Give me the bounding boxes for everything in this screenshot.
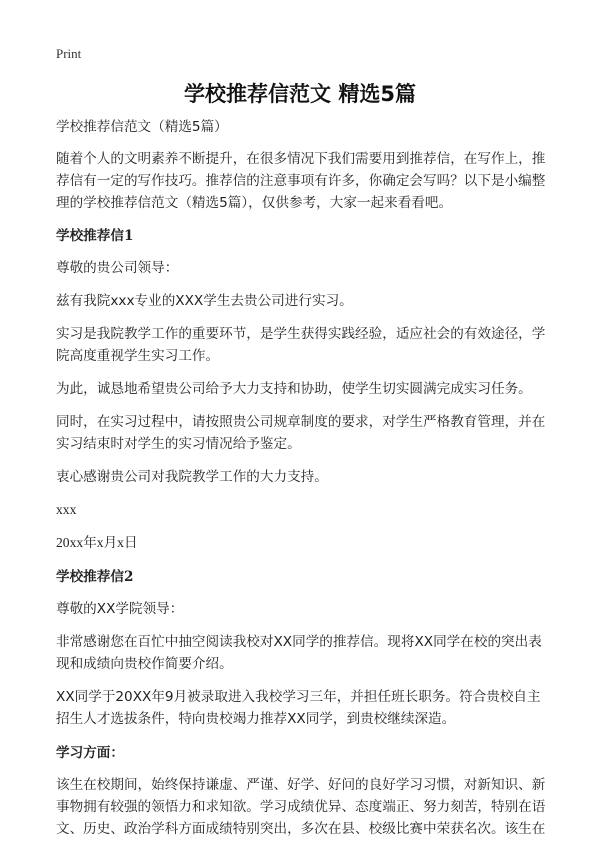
page-title: 学校推荐信范文 精选5篇 [184,82,416,106]
print-link[interactable]: Print [56,46,82,61]
study-section-paragraph: 该生在校期间，始终保持谦虚、严谨、好学、好问的良好学习习惯，对新知识、新事物拥有较强的领悟力和求知欲。学习成绩优异、态度端正、努力刻苦，特别在语文、历史、政治学科方面成绩特别突出，多次在县、校级比赛中荣获名次。该生在 [56,777,546,837]
article-body [56,116,548,851]
letter1-paragraph: 实习是我院教学工作的重要环节，是学生获得实践经验，适应社会的有效途径，学院高度重视学生实习工作。 [56,326,546,364]
letter2-heading: 学校推荐信2 [56,569,134,585]
letter2-paragraph: XX同学于20XX年9月被录取进入我校学习三年，并担任班长职务。符合贵校自主招生人才选拔条件，特向贵校竭力推荐XX同学，到贵校继续深造。 [56,689,541,727]
article-subtitle: 学校推荐信范文（精选5篇） [56,119,228,135]
letter2-salutation: 尊敬的XX学院领导： [56,601,184,617]
study-section-heading: 学习方面： [56,745,124,761]
intro-paragraph: 随着个人的文明素养不断提升，在很多情况下我们需要用到推荐信，在写作上，推荐信有一定的写作技巧。推荐信的注意事项有许多，你确定会写吗？以下是小编整理的学校推荐信范文（精选5篇），仅供参考，大家一起来看看吧。 [56,151,546,211]
letter1-signature: xxx [56,502,77,517]
letter1-paragraph: 衷心感谢贵公司对我院教学工作的大力支持。 [56,469,328,485]
letter1-date: 20xx年x月x日 [56,535,138,550]
letter1-paragraph: 兹有我院xxx专业的XXX学生去贵公司进行实习。 [56,293,353,309]
letter1-salutation: 尊敬的贵公司领导： [56,260,179,276]
letter2-paragraph: 非常感谢您在百忙中抽空阅读我校对XX同学的推荐信。现将XX同学在校的突出表现和成绩向贵校作简要介绍。 [56,634,542,672]
letter1-paragraph: 为此，诚恳地希望贵公司给予大力支持和协助，使学生切实圆满完成实习任务。 [56,381,532,397]
letter1-paragraph: 同时，在实习过程中，请按照贵公司规章制度的要求，对学生严格教育管理，并在实习结束时对学生的实习情况给予鉴定。 [56,414,546,452]
letter1-heading: 学校推荐信1 [56,228,134,244]
